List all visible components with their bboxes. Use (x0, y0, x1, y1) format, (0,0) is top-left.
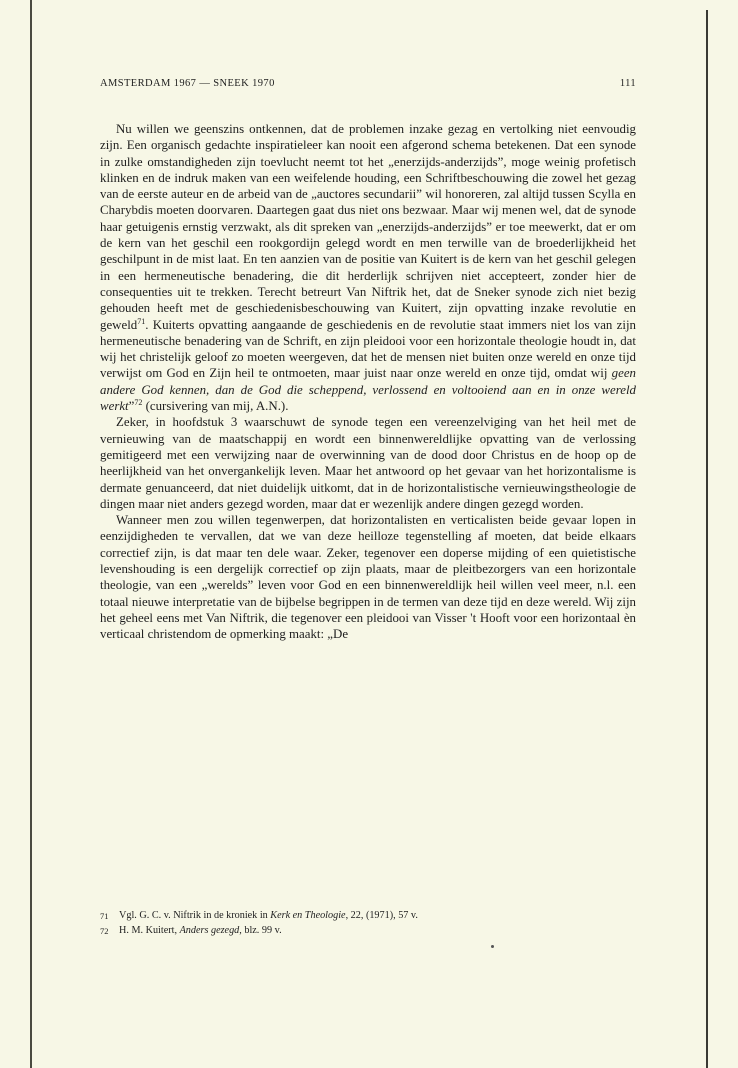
paragraph-2: Zeker, in hoofdstuk 3 waarschuwt de synode tegen een vereenzelviging van het heil met de vernieuwing van de maatschappij en wordt een binnenwereldlijke opvatting van de verlossing gemitigeerd met een verwijzing naar de overwinning van de dood door Christus en de hoop op de heerlijkheid van het onvergankelijk leven. Maar het antwoord op het gevaar van het horizontalisme is dermate genuanceerd, dat niet duidelijk uitkomt, dat in de horizontalistische vernieuwingstheologie de dingen maar niet anders gezegd worden, maar dat er wezenlijk andere dingen gezegd worden. (100, 415, 636, 511)
footnote-71 (100, 909, 636, 924)
quote-close: ” (128, 399, 135, 414)
footnote-text-pre: H. M. Kuitert, (119, 924, 180, 936)
page-number: 111 (619, 78, 636, 89)
footnote-text (119, 924, 282, 939)
paragraph-3: Wanneer men zou willen tegenwerpen, dat horizontalisten en verticalisten beide gevaar lopen in eenzijdigheden te vervallen, dat we van deze heilloze tegenstelling af moeten, dat beide elkaars correctief zijn, is dat maar ten dele waar. Zeker, tegenover een doperse mijding of een quietistische levenshouding is een dergelijk correctief op zijn plaats, maar de pleitbezorgers van een horizontale theologie, van een „werelds” leven voor God en een binnenwereldlijk heil willen veel meer, n.l. een totaal nieuwe interpretatie van de bijbelse begrippen in de termen van deze tijd en deze wereld. Wij zijn het geheel eens met Van Niftrik, die tegenover een pleidooi van Visser 't Hooft voor een horizontaal èn verticaal christendom de opmerking maakt: „De (100, 513, 636, 642)
paragraph-1 (100, 121, 636, 414)
footnote-text (119, 909, 418, 924)
footnotes (100, 909, 636, 938)
paragraph-1-text-a: Nu willen we geenszins ontkennen, dat de problemen inzake gezag en vertolking niet eenvoudig zijn. Een organisch gedachte inspiratieleer kan nooit een afgerond schema betekenen. Dat een synode in zulke omstandigheden zijn toevlucht neemt tot het „enerzijds-anderzijds”, moge weinig profetisch klinken en de indruk maken van een weifelende houding, een Schriftbeschouwing die zowel het gezag van de eerste auteur en de arbeid van de „auctores secundarii” wil honoreren, zal altijd tussen Scylla en Charybdis moeten doorvaren. Daartegen gaat dus niet ons bezwaar. Maar wij menen wel, dat de synode haar getuigenis ernstig verzwakt, als dit spreken van „enerzijds-anderzijds” er toe meewerkt, dat er om de kern van het geschil een rookgordijn gelegd wordt en men terwille van de broederlijkheid het geschilpunt in de mist laat. En ten aanzien van de positie van Kuitert is de kern van het geschil gelegen in een hermeneutische benadering, die dit herderlijk schrijven niet accepteert, zonder hier de consequenties uit te trekken. Terecht betreurt Van Niftrik het, dat de Sneker synode zich niet bezig gehouden heeft met de geschiedenisbeschouwing van Kuitert, zijn opvatting inzake revolutie en geweld (100, 122, 636, 332)
body-text (100, 121, 636, 643)
footnote-text-post: , 22, (1971), 57 v. (345, 910, 418, 921)
paragraph-1-text-b: . Kuiterts opvatting aangaande de geschiedenis en de revolutie staat immers niet los van zijn hermeneutische benadering van de Schrift, en zijn pleidooi voor een horizontale theologie houdt in, dat wij het christelijk geloof zo moeten weergeven, dat het de mensen niet buiten onze wereld en onze tijd verwijst om God en Zijn heil te ontmoeten, maar juist naar onze wereld en onze tijd, omdat wij (100, 317, 636, 381)
paragraph-1-text-c: (cursivering van mij, A.N.). (142, 399, 289, 414)
footnote-ref-72: 72 (134, 398, 143, 408)
italic-quotation: geen andere God kennen, dan de God die scheppend, verlossend en voltooiend aan en in onze wereld werkt (100, 366, 636, 414)
page-edge-left (30, 0, 32, 1068)
footnote-72 (100, 924, 636, 939)
footnote-book-title: Anders gezegd (179, 924, 240, 936)
running-title: AMSTERDAM 1967 — SNEEK 1970 (100, 78, 275, 89)
footnote-text-post: , blz. 99 v. (239, 924, 282, 936)
footnote-journal-title: Kerk en Theologie (270, 910, 346, 921)
running-header (100, 78, 636, 89)
footnote-number: 71 (100, 911, 109, 921)
footnote-ref-71: 71 (137, 316, 146, 326)
footnote-number: 72 (100, 925, 109, 936)
footnote-text-pre: Vgl. G. C. v. Niftrik in de kroniek in (119, 910, 271, 921)
scan-speck (491, 945, 494, 948)
page-edge-right (706, 10, 708, 1068)
